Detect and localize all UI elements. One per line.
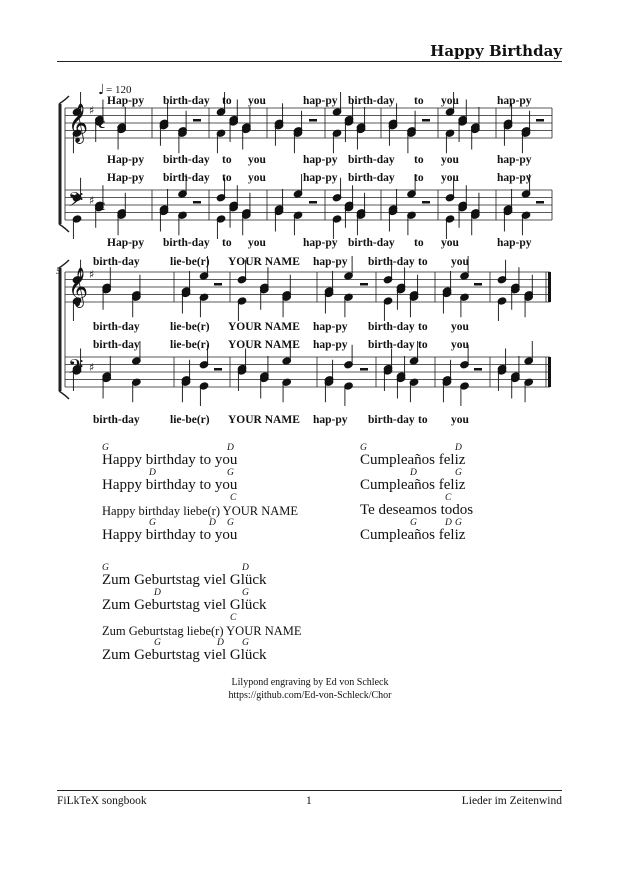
chord-symbol: D — [209, 518, 216, 528]
chord-symbol: D — [410, 468, 417, 478]
rest-icon — [474, 283, 482, 286]
lyric-syllable: YOUR NAME — [228, 339, 300, 351]
final-bar-thick — [548, 272, 551, 302]
lyric-syllable: to — [222, 237, 232, 249]
verse-text: Happy birthday to you — [102, 452, 238, 468]
rest-icon — [422, 119, 430, 122]
lyric-syllable: to — [414, 95, 424, 107]
lyric-syllable: birth-day — [348, 95, 395, 107]
lyric-syllable: birth-day — [93, 321, 140, 333]
lyric-syllable: birth-day — [368, 256, 415, 268]
footer-right: Lieder im Zeitenwind — [461, 795, 562, 807]
verse-text: Happy birthday to you — [102, 527, 238, 543]
rest-icon — [309, 201, 317, 204]
lyric-syllable: to — [414, 237, 424, 249]
verse-spanish — [360, 443, 560, 543]
lyric-syllable: to — [222, 172, 232, 184]
treble-clef-icon: 𝄞 — [68, 267, 89, 307]
footer-rule — [57, 790, 562, 791]
rest-icon — [360, 368, 368, 371]
lyric-syllable: Hap-py — [107, 237, 145, 249]
verse-text: Happy birthday to you — [102, 477, 238, 493]
lyric-syllable: to — [222, 95, 232, 107]
verse-text: Zum Geburtstag viel Glück — [102, 572, 267, 588]
chord-symbol: G — [455, 468, 462, 478]
verse-text: Zum Geburtstag liebe(r) YOUR NAME — [102, 624, 302, 638]
lyric-syllable: you — [441, 154, 459, 166]
lyric-syllable: birth-day — [348, 237, 395, 249]
credit-line-2: https://github.com/Ed-von-Schleck/Chor — [228, 690, 392, 701]
lyric-syllable: you — [248, 172, 266, 184]
chord-symbol: G — [102, 443, 109, 453]
page-number: 1 — [306, 795, 312, 807]
chord-symbol: D — [149, 468, 156, 478]
verse-line — [360, 468, 560, 493]
chord-symbol: D — [455, 443, 462, 453]
lyric-syllable: hap-py — [497, 154, 532, 166]
chord-symbol: G — [227, 518, 234, 528]
rest-icon — [422, 201, 430, 204]
verse-english — [102, 443, 342, 543]
verse-line — [360, 443, 560, 468]
verse-german — [102, 563, 342, 663]
bracket-hook — [59, 224, 69, 232]
lyric-syllable: you — [248, 95, 266, 107]
lyric-syllable: birth-day — [368, 414, 415, 426]
lyric-syllable: you — [248, 237, 266, 249]
verse-text: Cumpleaños feliz — [360, 527, 466, 543]
verse-line — [102, 563, 342, 588]
lyric-syllable: Hap-py — [107, 172, 145, 184]
verse-text: Cumpleaños feliz — [360, 477, 466, 493]
lyric-syllable: birth-day — [93, 414, 140, 426]
lyric-syllable: hap-py — [313, 414, 348, 426]
bracket-hook — [59, 391, 69, 399]
chord-symbol: G — [154, 638, 161, 648]
sharp-icon: ♯ — [89, 104, 95, 117]
lyric-syllable: you — [248, 154, 266, 166]
lyric-syllable: birth-day — [163, 95, 210, 107]
rest-icon — [536, 119, 544, 122]
measure-number: 5 — [56, 266, 61, 276]
lyric-syllable: you — [451, 256, 469, 268]
lyric-syllable: YOUR NAME — [228, 414, 300, 426]
lyric-syllable: to — [418, 414, 428, 426]
chord-symbol: G — [360, 443, 367, 453]
verse-line — [102, 443, 342, 468]
lyric-syllable: Hap-py — [107, 154, 145, 166]
verse-line — [102, 588, 342, 613]
chord-symbol: G — [149, 518, 156, 528]
verse-text: Cumpleaños feliz — [360, 452, 466, 468]
lyric-syllable: hap-py — [303, 154, 338, 166]
tempo-note-icon: ♩ — [98, 82, 105, 98]
chord-symbol: D — [154, 588, 161, 598]
chord-symbol: D — [242, 563, 249, 573]
lyric-syllable: you — [451, 339, 469, 351]
rest-icon — [214, 368, 222, 371]
lyric-syllable: YOUR NAME — [228, 321, 300, 333]
chord-symbol: C — [230, 493, 237, 503]
lyric-syllable: lie-be(r) — [170, 414, 210, 426]
lyric-syllable: you — [441, 237, 459, 249]
chord-symbol: D — [445, 518, 452, 528]
bass-clef-icon: 𝄢 — [68, 355, 84, 383]
engraving-credit — [0, 676, 620, 702]
lyric-syllable: to — [414, 154, 424, 166]
lyric-syllable: you — [441, 172, 459, 184]
lyric-syllable: birth-day — [93, 339, 140, 351]
common-time-icon: c — [98, 197, 106, 214]
rest-icon — [474, 368, 482, 371]
sharp-icon: ♯ — [89, 361, 95, 374]
verse-text: Zum Geburtstag viel Glück — [102, 647, 267, 663]
verse-text: Te deseamos todos — [360, 502, 474, 518]
lyric-syllable: you — [441, 95, 459, 107]
lyric-syllable: birth-day — [163, 237, 210, 249]
bass-clef-icon: 𝄢 — [68, 188, 84, 216]
lyric-syllable: hap-py — [303, 95, 338, 107]
final-bar-thick — [548, 357, 551, 387]
tempo-marking: = 120 — [106, 84, 132, 96]
common-time-icon: c — [98, 115, 106, 132]
music-score — [0, 0, 620, 430]
chord-symbol: G — [242, 588, 249, 598]
lyric-syllable: to — [414, 172, 424, 184]
lyric-syllable: birth-day — [368, 339, 415, 351]
rest-icon — [309, 119, 317, 122]
rest-icon — [536, 201, 544, 204]
chord-symbol: G — [102, 563, 109, 573]
verse-line — [102, 518, 342, 543]
lyric-syllable: hap-py — [303, 237, 338, 249]
verse-line — [360, 518, 560, 543]
verse-line — [102, 638, 342, 663]
rest-icon — [360, 283, 368, 286]
lyric-syllable: birth-day — [368, 321, 415, 333]
page-title: Happy Birthday — [430, 42, 562, 60]
chord-symbol: G — [410, 518, 417, 528]
lyric-syllable: hap-py — [497, 172, 532, 184]
lyric-syllable: you — [451, 414, 469, 426]
sharp-icon: ♯ — [89, 194, 95, 207]
verse-text: Zum Geburtstag viel Glück — [102, 597, 267, 613]
lyric-syllable: lie-be(r) — [170, 256, 210, 268]
rest-icon — [193, 119, 201, 122]
lyric-syllable: hap-py — [497, 237, 532, 249]
lyric-syllable: hap-py — [303, 172, 338, 184]
lyric-syllable: birth-day — [93, 256, 140, 268]
treble-clef-icon: 𝄞 — [68, 103, 89, 143]
lyric-syllable: lie-be(r) — [170, 321, 210, 333]
chord-symbol: G — [455, 518, 462, 528]
footer-left: FiLkTeX songbook — [57, 795, 147, 807]
verse-line — [102, 613, 342, 638]
verse-text: Happy birthday liebe(r) YOUR NAME — [102, 504, 299, 518]
chord-symbol: G — [242, 638, 249, 648]
lyric-syllable: birth-day — [163, 154, 210, 166]
lyric-syllable: lie-be(r) — [170, 339, 210, 351]
lyric-syllable: to — [418, 256, 428, 268]
lyric-syllable: to — [222, 154, 232, 166]
lyric-syllable: birth-day — [348, 172, 395, 184]
rest-icon — [214, 283, 222, 286]
lyric-syllable: hap-py — [313, 321, 348, 333]
chord-symbol: C — [230, 613, 237, 623]
chord-symbol: G — [227, 468, 234, 478]
lyric-syllable: birth-day — [348, 154, 395, 166]
lyric-syllable: hap-py — [497, 95, 532, 107]
verse-line — [102, 468, 342, 493]
lyric-syllable: to — [418, 339, 428, 351]
verse-line — [102, 493, 342, 518]
chord-symbol: C — [445, 493, 452, 503]
verse-line — [360, 493, 560, 518]
lyric-syllable: you — [451, 321, 469, 333]
lyric-syllable: Hap-py — [107, 95, 145, 107]
lyric-syllable: hap-py — [313, 339, 348, 351]
lyric-syllable: birth-day — [163, 172, 210, 184]
lyric-syllable: to — [418, 321, 428, 333]
rest-icon — [193, 201, 201, 204]
lyric-syllable: hap-py — [313, 256, 348, 268]
sharp-icon: ♯ — [89, 268, 95, 281]
lyric-syllable: YOUR NAME — [228, 256, 300, 268]
chord-symbol: D — [227, 443, 234, 453]
chord-symbol: D — [217, 638, 224, 648]
credit-line-1: Lilypond engraving by Ed von Schleck — [231, 677, 389, 688]
